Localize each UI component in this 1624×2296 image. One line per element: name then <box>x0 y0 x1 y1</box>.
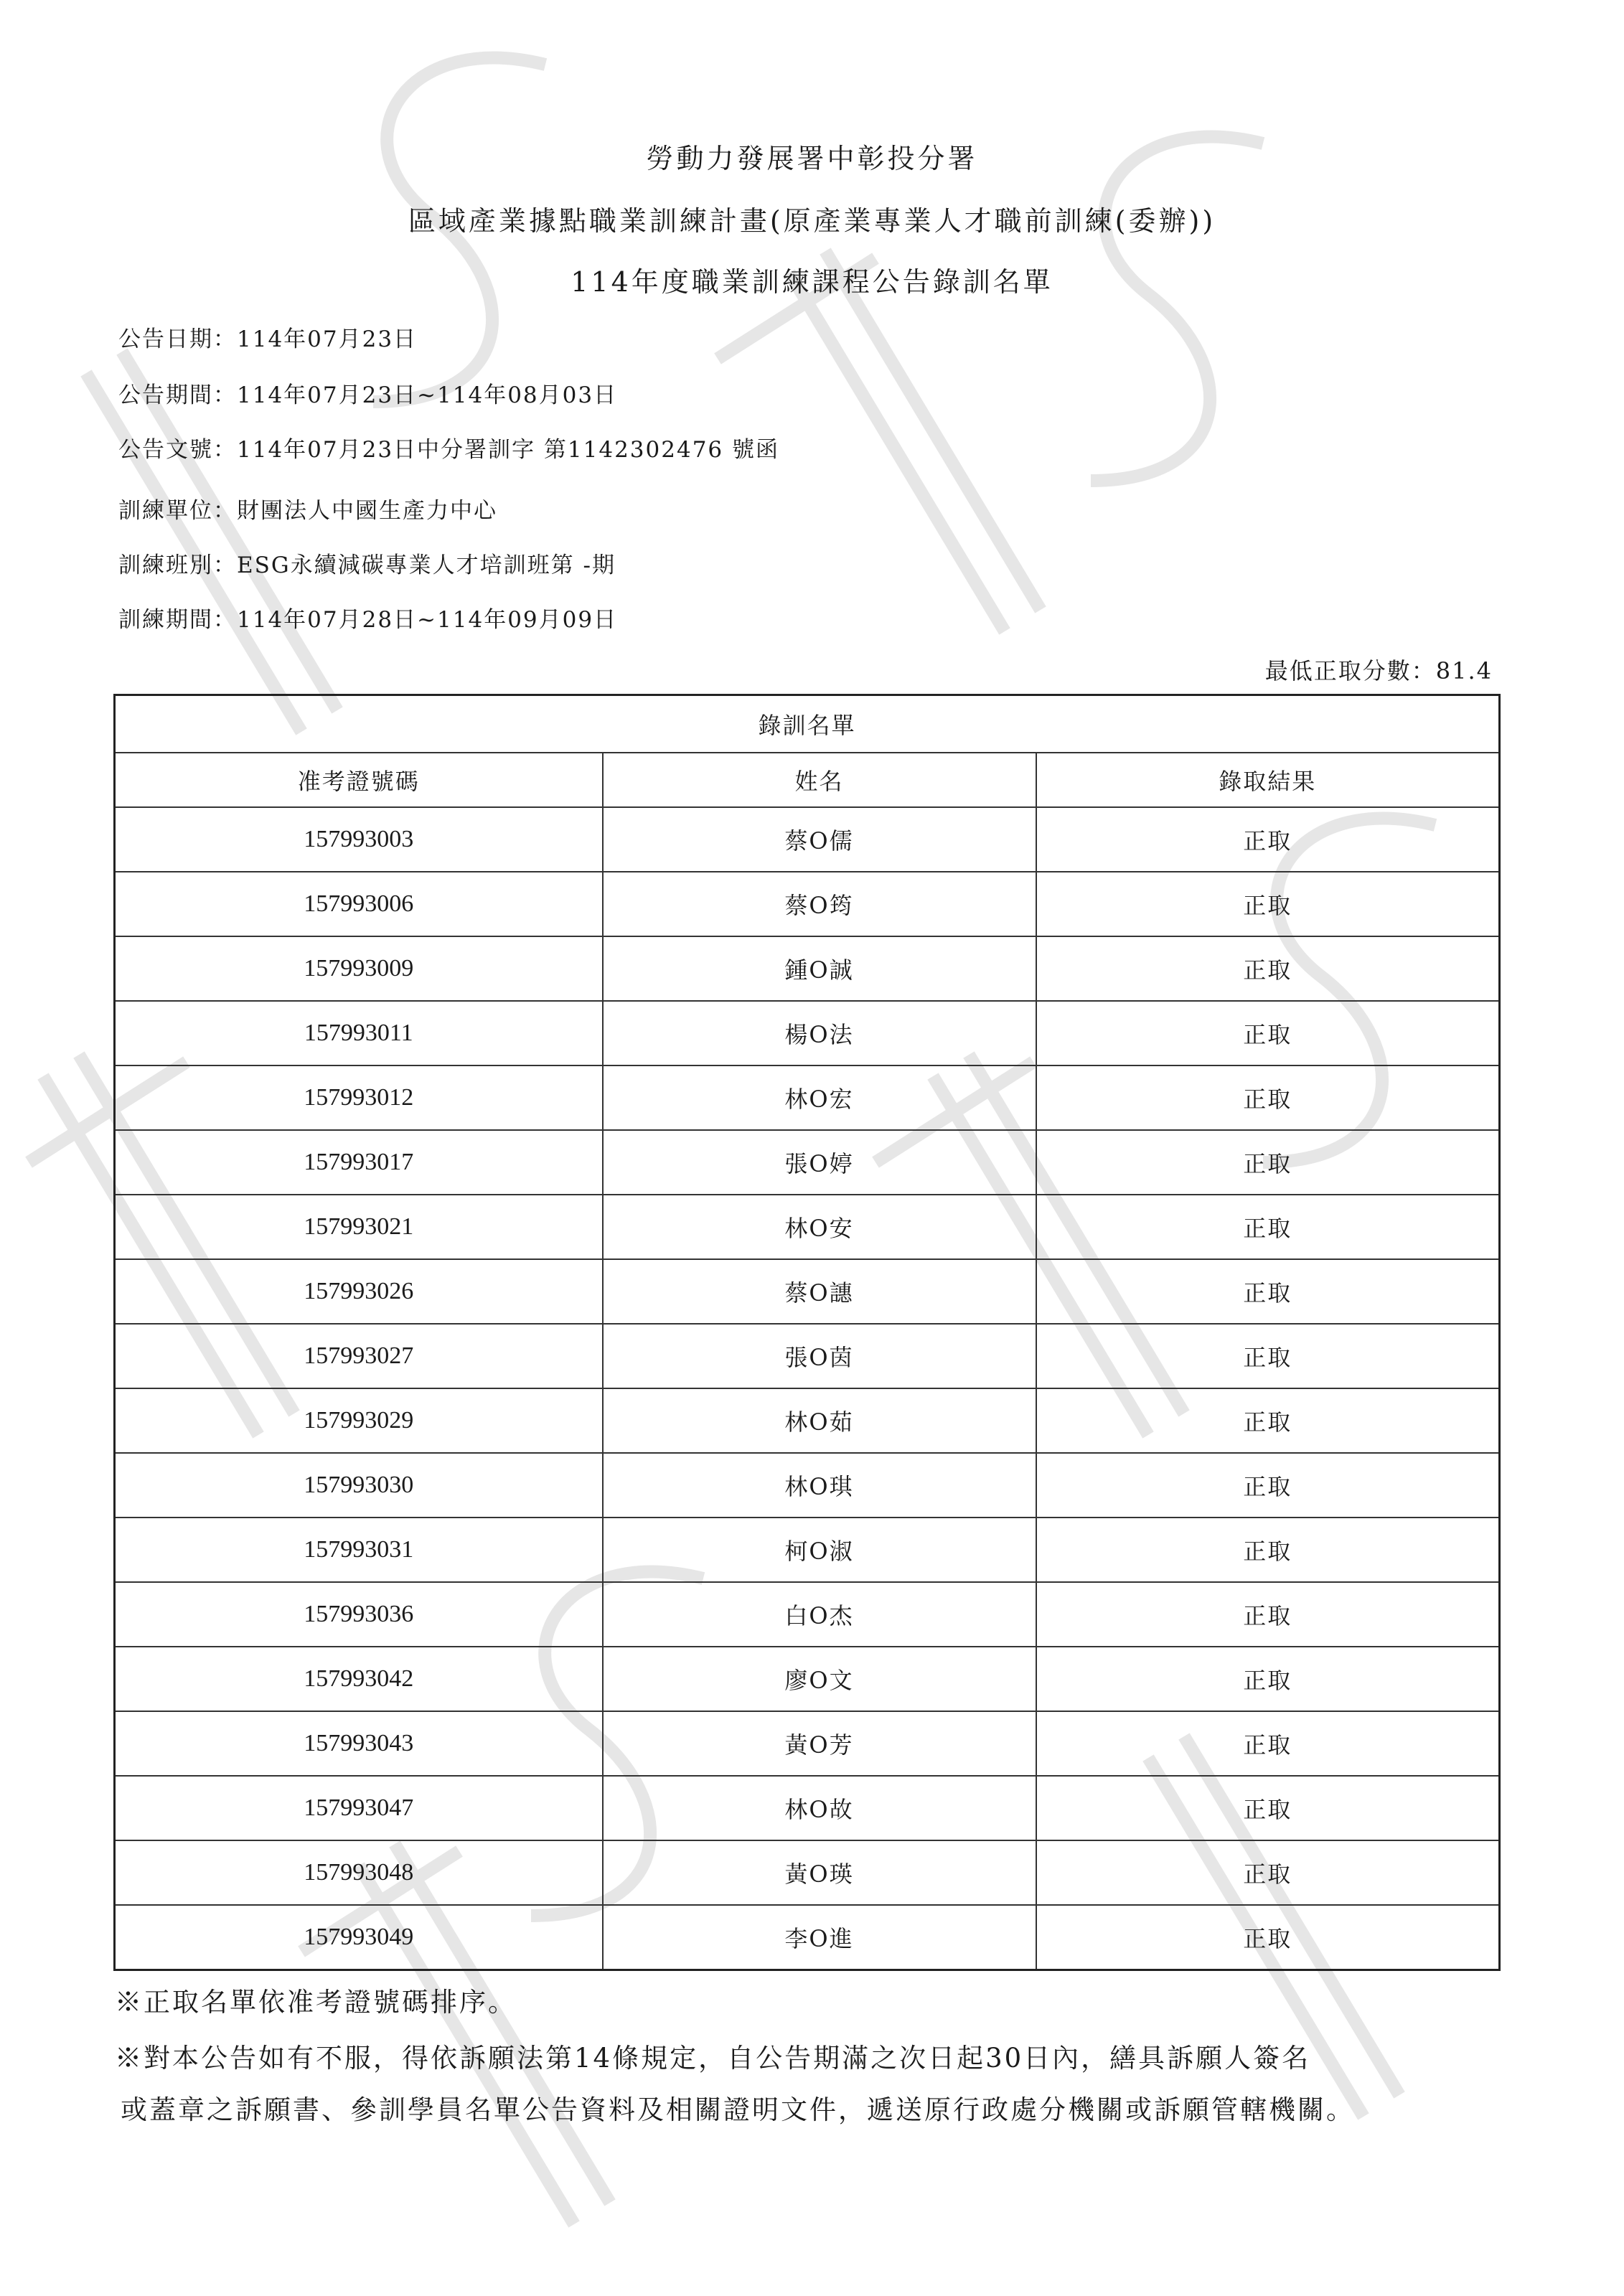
table-row <box>115 1259 1500 1324</box>
list-title: 114年度職業訓練課程公告錄訓名單 <box>571 266 1053 298</box>
table-row <box>115 1518 1500 1582</box>
exam-id-cell: 157993030 <box>115 1453 603 1518</box>
appeal-note-line1: ※對本公告如有不服，得依訴願法第14條規定，自公告期滿之次日起30日內，繕具訴願人簽名 <box>115 2043 1311 2074</box>
result-cell: 正取 <box>1036 1259 1500 1324</box>
exam-id-cell: 157993048 <box>115 1840 603 1905</box>
agency-title: 勞動力發展署中彰投分署 <box>646 143 978 174</box>
result-cell: 正取 <box>1036 1001 1500 1065</box>
exam-id-cell: 157993026 <box>115 1259 603 1324</box>
announce-period-value: 114年07月23日~114年08月03日 <box>237 382 618 408</box>
name-cell: 張O婷 <box>603 1130 1036 1195</box>
training-class-label: 訓練班別： <box>118 552 237 578</box>
training-period <box>118 601 617 634</box>
training-period-label: 訓練期間： <box>118 607 237 633</box>
name-cell: 蔡O筠 <box>603 872 1036 936</box>
table-row <box>115 1001 1500 1065</box>
training-class-value: ESG永續減碳專業人才培訓班第 -期 <box>237 552 616 578</box>
result-cell: 正取 <box>1036 936 1500 1001</box>
name-cell: 林O安 <box>603 1195 1036 1259</box>
announce-period <box>118 377 617 409</box>
exam-id-cell: 157993027 <box>115 1324 603 1388</box>
table-row <box>115 1065 1500 1130</box>
result-cell: 正取 <box>1036 1905 1500 1970</box>
name-cell: 林O故 <box>603 1776 1036 1840</box>
exam-id-cell: 157993011 <box>115 1001 603 1065</box>
training-unit <box>118 492 497 524</box>
name-cell: 鍾O誠 <box>603 936 1036 1001</box>
program-title: 區域產業據點職業訓練計畫(原產業專業人才職前訓練(委辦)) <box>408 205 1216 237</box>
result-cell: 正取 <box>1036 1130 1500 1195</box>
table-row <box>115 1840 1500 1905</box>
name-cell: 楊O法 <box>603 1001 1036 1065</box>
result-cell: 正取 <box>1036 1065 1500 1130</box>
announce-date-value: 114年07月23日 <box>237 326 418 352</box>
name-cell: 廖O文 <box>603 1647 1036 1711</box>
result-cell: 正取 <box>1036 1518 1500 1582</box>
exam-id-cell: 157993006 <box>115 872 603 936</box>
announce-date-label: 公告日期： <box>118 326 237 352</box>
table-row <box>115 936 1500 1001</box>
announce-period-label: 公告期間： <box>118 382 237 408</box>
column-header-exam-id: 准考證號碼 <box>115 753 603 807</box>
result-cell: 正取 <box>1036 1582 1500 1647</box>
exam-id-cell: 157993042 <box>115 1647 603 1711</box>
document-number <box>118 431 779 464</box>
training-period-value: 114年07月28日~114年09月09日 <box>237 607 618 633</box>
exam-id-cell: 157993003 <box>115 807 603 872</box>
training-class <box>118 547 616 579</box>
exam-id-cell: 157993029 <box>115 1388 603 1453</box>
table-row <box>115 1388 1500 1453</box>
document-number-value: 114年07月23日中分署訓字 第1142302476 號函 <box>237 437 780 463</box>
training-unit-label: 訓練單位： <box>118 498 237 524</box>
exam-id-cell: 157993017 <box>115 1130 603 1195</box>
name-cell: 黃O瑛 <box>603 1840 1036 1905</box>
table-row <box>115 1324 1500 1388</box>
table-caption: 錄訓名單 <box>115 695 1500 753</box>
table-body <box>115 807 1500 1970</box>
table-row <box>115 1195 1500 1259</box>
result-cell: 正取 <box>1036 1453 1500 1518</box>
table-row <box>115 1711 1500 1776</box>
result-cell: 正取 <box>1036 1776 1500 1840</box>
result-cell: 正取 <box>1036 1195 1500 1259</box>
appeal-note-line2: 或蓋章之訴願書、參訓學員名單公告資料及相關證明文件，遞送原行政處分機關或訴願管轄機關。 <box>121 2094 1355 2125</box>
exam-id-cell: 157993043 <box>115 1711 603 1776</box>
sort-note: ※正取名單依准考證號碼排序。 <box>115 1987 517 2018</box>
training-unit-value: 財團法人中國生產力中心 <box>237 498 497 524</box>
result-cell: 正取 <box>1036 1647 1500 1711</box>
name-cell: 李O進 <box>603 1905 1036 1970</box>
name-cell: 白O杰 <box>603 1582 1036 1647</box>
name-cell: 林O琪 <box>603 1453 1036 1518</box>
table-row <box>115 1453 1500 1518</box>
exam-id-cell: 157993047 <box>115 1776 603 1840</box>
result-cell: 正取 <box>1036 1388 1500 1453</box>
name-cell: 林O茹 <box>603 1388 1036 1453</box>
result-cell: 正取 <box>1036 1711 1500 1776</box>
table-row <box>115 1130 1500 1195</box>
admission-table <box>113 694 1501 1971</box>
name-cell: 黃O芳 <box>603 1711 1036 1776</box>
exam-id-cell: 157993021 <box>115 1195 603 1259</box>
result-cell: 正取 <box>1036 1840 1500 1905</box>
announce-date <box>118 321 417 353</box>
column-header-name: 姓名 <box>603 753 1036 807</box>
name-cell: 蔡O儒 <box>603 807 1036 872</box>
table-row <box>115 1776 1500 1840</box>
name-cell: 林O宏 <box>603 1065 1036 1130</box>
exam-id-cell: 157993009 <box>115 936 603 1001</box>
result-cell: 正取 <box>1036 1324 1500 1388</box>
exam-id-cell: 157993036 <box>115 1582 603 1647</box>
result-cell: 正取 <box>1036 872 1500 936</box>
name-cell: 張O茵 <box>603 1324 1036 1388</box>
minimum-score: 最低正取分數：81.4 <box>1264 657 1493 684</box>
table-row <box>115 1647 1500 1711</box>
column-header-result: 錄取結果 <box>1036 753 1500 807</box>
name-cell: 蔡O譓 <box>603 1259 1036 1324</box>
exam-id-cell: 157993012 <box>115 1065 603 1130</box>
table-row <box>115 1905 1500 1970</box>
exam-id-cell: 157993049 <box>115 1905 603 1970</box>
name-cell: 柯O淑 <box>603 1518 1036 1582</box>
result-cell: 正取 <box>1036 807 1500 872</box>
table-row <box>115 872 1500 936</box>
document-number-label: 公告文號： <box>118 437 237 463</box>
table-row <box>115 1582 1500 1647</box>
exam-id-cell: 157993031 <box>115 1518 603 1582</box>
table-row <box>115 807 1500 872</box>
